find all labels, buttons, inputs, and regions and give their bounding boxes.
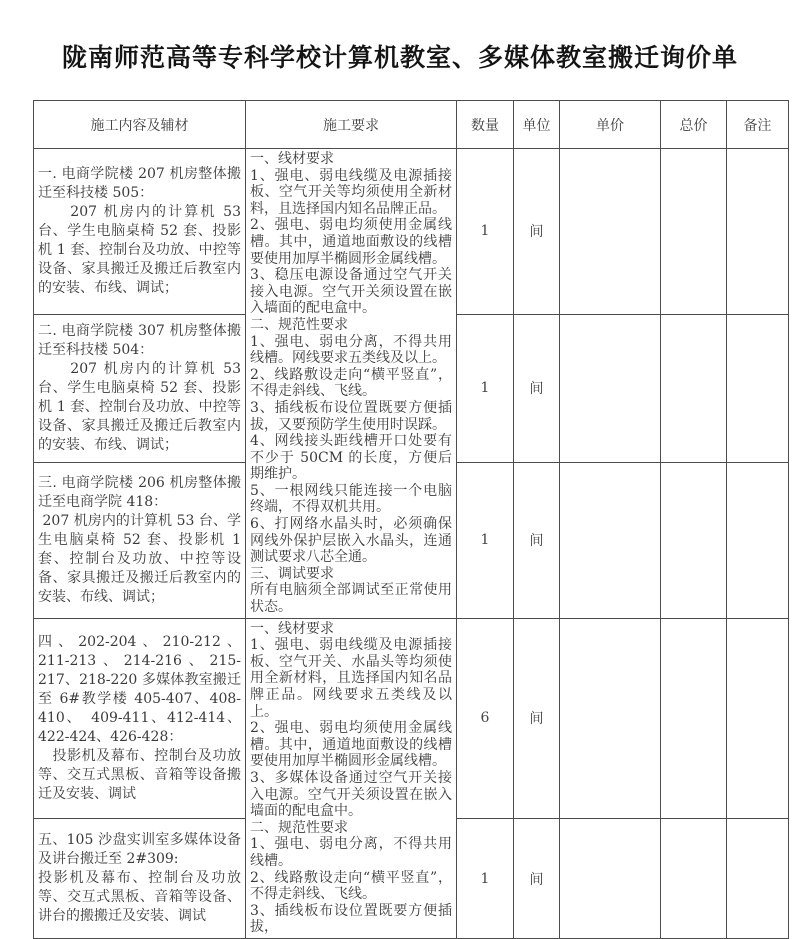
- header-quantity: 数量: [457, 101, 514, 149]
- total-price-cell-1: [661, 149, 727, 315]
- quantity-cell-5: 1: [457, 819, 514, 939]
- content-cell-4: [34, 618, 246, 819]
- remark-cell-5: [727, 819, 789, 939]
- content-cell-2: [34, 314, 246, 462]
- content-cell-1: [34, 149, 246, 315]
- content-text-1: 一. 电商学院楼 207 机房整体搬迁至科技楼 505： 207 机房内的计算机 53 台、学生电脑桌椅 52 套、投影机 1 套、控制台及功放、中控等设备、家具搬迁及搬迁后教室内的安装、布线、调试；: [38, 165, 241, 296]
- content-cell-3: [34, 463, 246, 619]
- page-title: 陇南师范高等专科学校计算机教室、多媒体教室搬迁询价单: [61, 43, 738, 72]
- quantity-cell-3: 1: [457, 463, 514, 619]
- unit-price-cell-2: [560, 314, 661, 462]
- content-text-5: 五、105 沙盘实训室多媒体设备及讲台搬迁至 2#309: 投影机及幕布、控制台及功放等、交互式黑板、音箱等设备、讲台的搬搬迁及安装、调试: [38, 832, 241, 925]
- content-cell-5: [34, 819, 246, 939]
- remark-cell-2: [727, 314, 789, 462]
- unit-cell-2: 间: [514, 314, 560, 462]
- requirements-cell-2: [246, 618, 457, 938]
- header-unit-price: 单价: [560, 101, 661, 149]
- header-unit: 单位: [514, 101, 560, 149]
- header-total-price: 总价: [661, 101, 727, 149]
- remark-cell-4: [727, 618, 789, 819]
- total-price-cell-5: [661, 819, 727, 939]
- unit-price-cell-5: [560, 819, 661, 939]
- total-price-cell-3: [661, 463, 727, 619]
- requirements-text-2: 一、线材要求 1、强电、弱电线缆及电源插接板、空气开关、水晶头等均须使用全新材料，且选择国内知名品牌正品。网线要求五类线及以上。 2、强电、弱电均须使用金属线槽。其中，通道地面敷设的线槽要使用加厚半椭圆形金属线槽。 3、多媒体设备通过空气开关接入电源。空气开关须设置在嵌入墙面的配电盒中。 二、规范性要求 1、强电、弱电分离，不得共用线槽。 2、线路敷设走向“横平竖直”，不得走斜线、飞线。 3、插线板布设位置既要方便插拔，: [250, 620, 452, 936]
- unit-cell-5: 间: [514, 819, 560, 939]
- quantity-cell-1: 1: [457, 149, 514, 315]
- content-text-2: 二. 电商学院楼 307 机房整体搬迁至科技楼 504： 207 机房内的计算机 53 台、学生电脑桌椅 52 套、投影机 1 套、控制台及功放、中控等设备、家具搬迁及搬迁后教室内的安装、布线、调试；: [38, 322, 241, 453]
- unit-price-cell-4: [560, 618, 661, 819]
- table-row-4: [34, 618, 789, 819]
- header-row: [34, 101, 789, 149]
- unit-price-cell-1: [560, 149, 661, 315]
- total-price-cell-4: [661, 618, 727, 819]
- table-row-1: [34, 149, 789, 315]
- header-remark: 备注: [727, 101, 789, 149]
- content-text-3: 三. 电商学院楼 206 机房整体搬迁至电商学院 418： 207 机房内的计算机 53 台、学生电脑桌椅 52 套、投影机 1 套、控制台及功放、中控等设备、家具搬迁及搬迁后教室内的安装、布线、调试；: [38, 474, 242, 605]
- header-content: 施工内容及辅材: [34, 101, 246, 149]
- remark-cell-1: [727, 149, 789, 315]
- quantity-cell-4: 6: [457, 618, 514, 819]
- requirements-text-1: 一、线材要求 1、强电、弱电线缆及电源插接板、空气开关等均须使用全新材料，且选择国内知名品牌正品。 2、强电、弱电均须使用金属线槽。其中，通道地面敷设的线槽要使用加厚半椭圆形金属线槽。 3、稳压电源设备通过空气开关接入电源。空气开关须设置在嵌入墙面的配电盒中。 二、规范性要求 1、强电、弱电分离，不得共用线槽。网线要求五类线及以上。 2、线路敷设走向“横平竖直”，不得走斜线、飞线。 3、插线板布设位置既要方便插拔，又要预防学生使用时误踩。 4、网线接头距线槽开口处要有不少于 50CM 的长度，方便后期维护。 5、一根网线只能连接一个电脑终端，不得双机共用。 6、打网络水晶头时，必须确保网线外保护层嵌入水晶头，连通测试要求八芯全通。 三、调试要求 所有电脑须全部调试至正常使用状态。: [250, 151, 452, 616]
- remark-cell-3: [727, 463, 789, 619]
- unit-cell-4: 间: [514, 618, 560, 819]
- unit-cell-1: 间: [514, 149, 560, 315]
- quantity-cell-2: 1: [457, 314, 514, 462]
- inquiry-table: [33, 100, 789, 939]
- total-price-cell-2: [661, 314, 727, 462]
- header-requirements: 施工要求: [246, 101, 457, 149]
- content-text-4: 四、202-204、210-212、211-213、214-216、215-217、218-220 多媒体教室搬迁至 6#教学楼 405-407、408-410、 409-411、412-414、422-424、426-428： 投影机及幕布、控制台及功放等、交互式黑板、音箱等设备搬迁及安装、调试: [38, 633, 241, 802]
- unit-cell-3: 间: [514, 463, 560, 619]
- requirements-cell-1: [246, 149, 457, 619]
- unit-price-cell-3: [560, 463, 661, 619]
